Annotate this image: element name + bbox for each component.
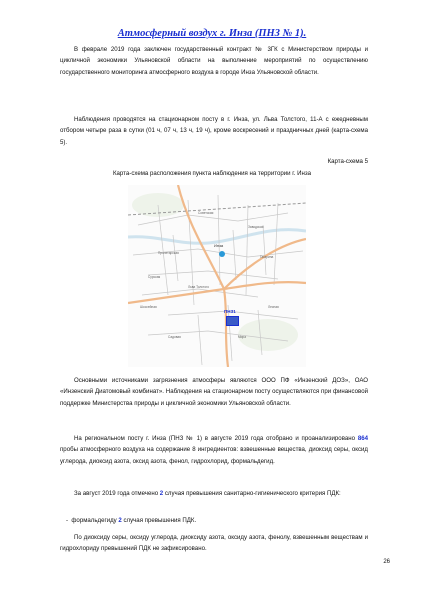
street-label: Мира	[238, 335, 246, 339]
street-label: Шоссейная	[140, 305, 157, 309]
street-label: Гагарина	[260, 255, 274, 259]
paragraph-observations: Наблюдения проводятся на стационарном посту в г. Инза, ул. Льва Толстого, 11-А с ежедневным отбором четыре раза в сутки (01 ч, 07 ч, 13 ч, 19 ч), кроме воскресений и праздничных дней (карта-схема 5).	[60, 116, 368, 146]
formaldehyde-count: 2	[118, 517, 122, 524]
samples-count: 864	[357, 435, 368, 442]
street-label: Садовая	[168, 335, 181, 339]
samples-text-end: пробы атмосферного воздуха на содержание 8 ингредиентов: взвешенные вещества, диоксид серы, оксид углерода, диоксид азота, оксид азота, фенол, гидрохлорид, формальдегид.	[60, 446, 368, 465]
street-label: Заводская	[248, 225, 264, 229]
paragraph-exceedances	[60, 488, 368, 499]
station-marker	[226, 316, 239, 326]
station-label: ПНЗ1	[224, 309, 236, 314]
page-title: Атмосферный воздух г. Инза (ПНЗ № 1).	[117, 28, 307, 39]
exceedances-count: 2	[159, 490, 164, 497]
map-caption: Карта-схема расположения пункта наблюдения на территории г. Инза	[112, 170, 312, 177]
list-item-formaldehyde	[66, 517, 196, 524]
page-number: 26	[383, 559, 390, 565]
city-marker-icon	[219, 251, 225, 257]
paragraph-samples	[60, 433, 368, 467]
list-bullet: -	[66, 517, 69, 524]
list-item-text-end: случая превышения ПДК.	[121, 517, 197, 524]
list-item-text-start: формальдегиду	[71, 517, 119, 524]
street-label: Лесная	[268, 305, 279, 309]
city-label: Инза	[214, 243, 224, 248]
paragraph-sources: Основными источниками загрязнения атмосферы являются ООО ПФ «Инзенский ДОЗ», ОАО «Инзенский Диатомовый комбинат». Наблюдения на стационарном посту осуществляются при финансовой поддержке Министерства природы и цикличной экономики Ульяновской области.	[60, 377, 368, 407]
samples-text-start: На региональном посту г. Инза (ПНЗ № 1) в августе 2019 года отобрано и проанализировано	[74, 435, 358, 442]
street-label: Сурская	[148, 275, 161, 279]
exceedances-text-end: случая превышения санитарно-гигиенического критерия ПДК:	[163, 490, 341, 497]
paragraph-contract: В феврале 2019 года заключен государственный контракт № 3ГК с Министерством природы и цикличной экономики Ульяновской области на выполнение мероприятий по осуществлению государственного мониторинга атмосферного воздуха в городе Инза Ульяновской области.	[60, 46, 368, 76]
street-label: Пролетарская	[158, 251, 179, 255]
street-label: Советская	[198, 211, 214, 215]
street-label: Льва Толстого	[188, 285, 209, 289]
map-reference: Карта-схема 5	[327, 158, 368, 165]
exceedances-text-start: За август 2019 года отмечено	[74, 490, 160, 497]
paragraph-no-exceedances: По диоксиду серы, оксиду углерода, диоксиду азота, оксиду азота, фенолу, взвешенным веществам и гидрохлориду превышений ПДК не зафиксировано.	[60, 534, 368, 553]
city-map	[128, 185, 306, 367]
